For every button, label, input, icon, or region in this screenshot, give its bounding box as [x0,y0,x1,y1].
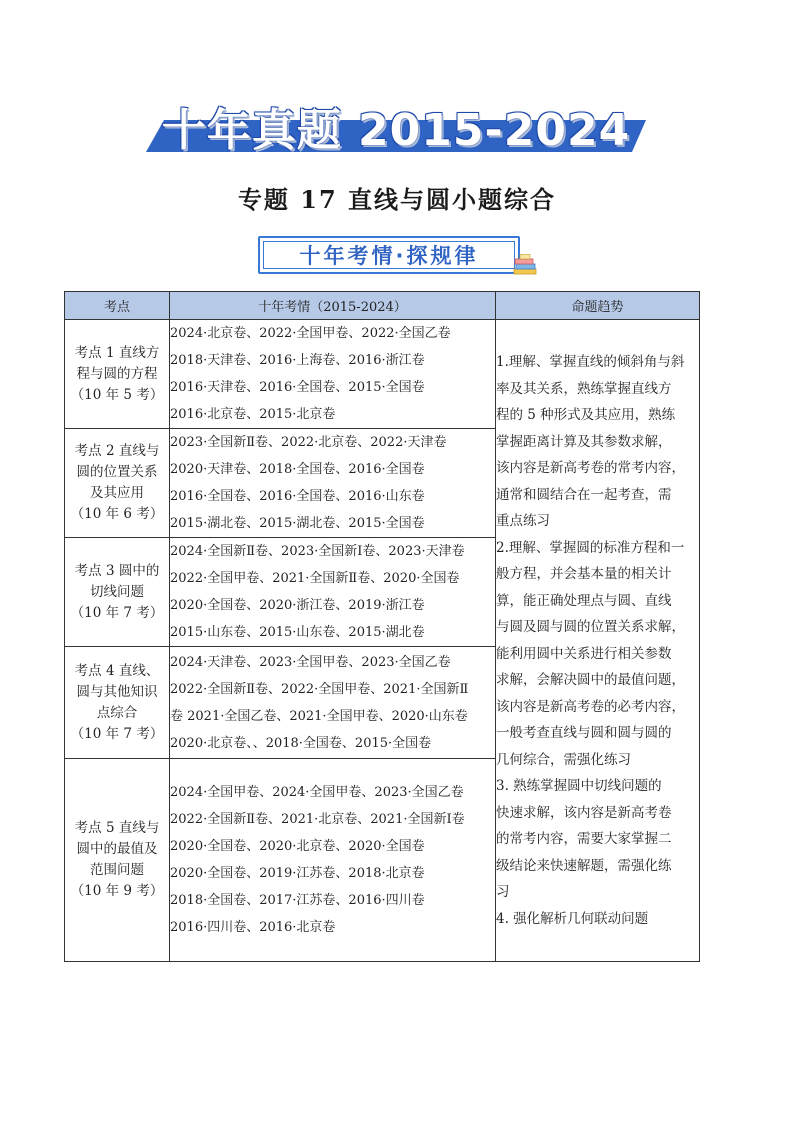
exams-cell: 2023·全国新Ⅱ卷、2022·北京卷、2022·天津卷 2020·天津卷、2018·全国卷、2016·全国卷 2016·全国卷、2016·全国卷、2016·山东卷 2015·湖北卷、2015·湖北卷、2015·全国卷 [170,429,496,538]
section-label: 十年考情·探规律 [299,244,479,268]
banner-title: 十年真题 2015-2024 [161,105,631,156]
header-topic: 考点 [65,292,170,320]
page-title: 专题 17 直线与圆小题综合 [237,185,557,214]
trend-cell: 1.理解、掌握直线的倾斜角与斜 率及其关系，熟练掌握直线方 程的 5 种形式及其应用，熟练 掌握距离计算及其参数求解， 该内容是新高考卷的常考内容， 通常和圆结合在一起考查，需 重点练习 2.理解、掌握圆的标准方程和一 般方程，并会基本量的相关计 算，能正确处理点与圆、直线 与圆及圆与圆的位置关系求解， 能利用圆中关系进行相关参数 求解，会解决圆中的最值问题， 该内容是新高考卷的必考内容， 一般考查直线与圆和圆与圆的 几何综合，需强化练习 3. 熟练掌握圆中切线问题的 快速求解，该内容是新高考卷 的常考内容，需要大家掌握二 级结论来快速解题，需强化练 习 4. 强化解析几何联动问题 [496,320,700,962]
header-exams: 十年考情（2015-2024） [170,292,496,320]
topic-cell: 考点 3 圆中的 切线问题 （10 年 7 考） [65,538,170,647]
topic-cell: 考点 5 直线与 圆中的最值及 范围问题 （10 年 9 考） [65,759,170,962]
banner [146,92,646,156]
section-label-box [258,236,520,274]
exams-cell: 2024·天津卷、2023·全国甲卷、2023·全国乙卷 2022·全国新Ⅱ卷、2022·全国甲卷、2021·全国新Ⅱ 卷 2021·全国乙卷、2021·全国甲卷、2020·山东卷 2020·北京卷、、2018·全国卷、2015·全国卷 [170,647,496,759]
books-icon [512,254,538,276]
topic-cell: 考点 2 直线与 圆的位置关系 及其应用 （10 年 6 考） [65,429,170,538]
exam-table [64,291,700,962]
table-header-row [65,292,700,320]
topic-cell: 考点 1 直线方 程与圆的方程 （10 年 5 考） [65,320,170,429]
header-trend: 命题趋势 [496,292,700,320]
exams-cell: 2024·北京卷、2022·全国甲卷、2022·全国乙卷 2018·天津卷、2016·上海卷、2016·浙江卷 2016·天津卷、2016·全国卷、2015·全国卷 2016·北京卷、2015·北京卷 [170,320,496,429]
exams-cell: 2024·全国甲卷、2024·全国甲卷、2023·全国乙卷 2022·全国新Ⅱ卷、2021·北京卷、2021·全国新Ⅰ卷 2020·全国卷、2020·北京卷、2020·全国卷 2020·全国卷、2019·江苏卷、2018·北京卷 2018·全国卷、2017·江苏卷、2016·四川卷 2016·四川卷、2016·北京卷 [170,759,496,962]
exams-cell: 2024·全国新Ⅱ卷、2023·全国新Ⅰ卷、2023·天津卷 2022·全国甲卷、2021·全国新Ⅱ卷、2020·全国卷 2020·全国卷、2020·浙江卷、2019·浙江卷 2015·山东卷、2015·山东卷、2015·湖北卷 [170,538,496,647]
topic-cell: 考点 4 直线、 圆与其他知识 点综合 （10 年 7 考） [65,647,170,759]
table-row [65,320,700,429]
